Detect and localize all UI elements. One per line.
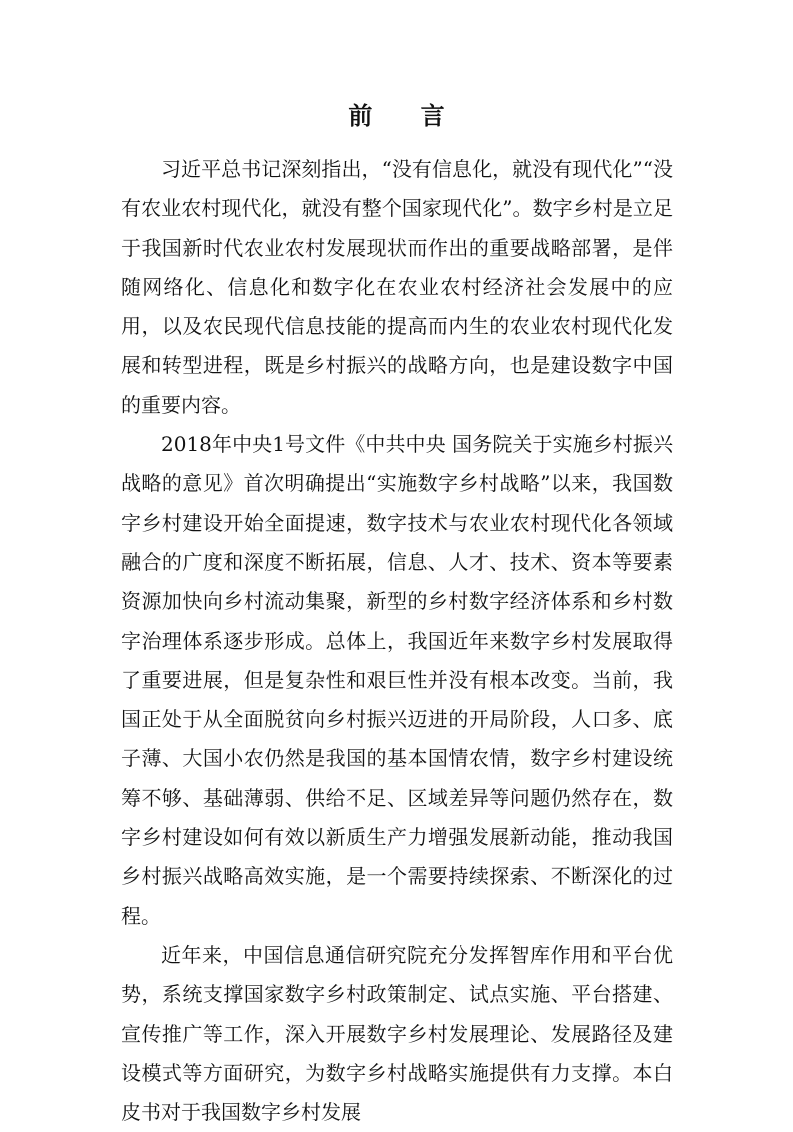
body-text bbox=[121, 150, 673, 1132]
page-title: 前 言 bbox=[348, 101, 465, 130]
paragraph-3: 近年来，中国信息通信研究院充分发挥智库作用和平台优势，系统支撑国家数字乡村政策制定、试点实施、平台搭建、宣传推广等工作，深入开展数字乡村发展理论、发展路径及建设模式等方面研究，为数字乡村战略实施提供有力支撑。本白皮书对于我国数字乡村发展 bbox=[121, 942, 673, 1125]
paragraph-1: 习近平总书记深刻指出，“没有信息化，就没有现代化”“没有农业农村现代化，就没有整个国家现代化”。数字乡村是立足于我国新时代农业农村发展现状而作出的重要战略部署，是伴随网络化、信息化和数字化在农业农村经济社会发展中的应用，以及农民现代信息技能的提高而内生的农业农村现代化发展和转型进程，既是乡村振兴的战略方向，也是建设数字中国的重要内容。 bbox=[121, 157, 673, 417]
paragraph-2: 2018年中央1号文件《中共中央 国务院关于实施乡村振兴战略的意见》首次明确提出“实施数字乡村战略”以来，我国数字乡村建设开始全面提速，数字技术与农业农村现代化各领域融合的广度和深度不断拓展，信息、人才、技术、资本等要素资源加快向乡村流动集聚，新型的乡村数字经济体系和乡村数字治理体系逐步形成。总体上，我国近年来数字乡村发展取得了重要进展，但是复杂性和艰巨性并没有根本改变。当前，我国正处于从全面脱贫向乡村振兴迈进的开局阶段，人口多、底子薄、大国小农仍然是我国的基本国情农情，数字乡村建设统筹不够、基础薄弱、供给不足、区域差异等问题仍然存在，数字乡村建设如何有效以新质生产力增强发展新动能，推动我国乡村振兴战略高效实施，是一个需要持续探索、不断深化的过程。 bbox=[121, 432, 673, 928]
